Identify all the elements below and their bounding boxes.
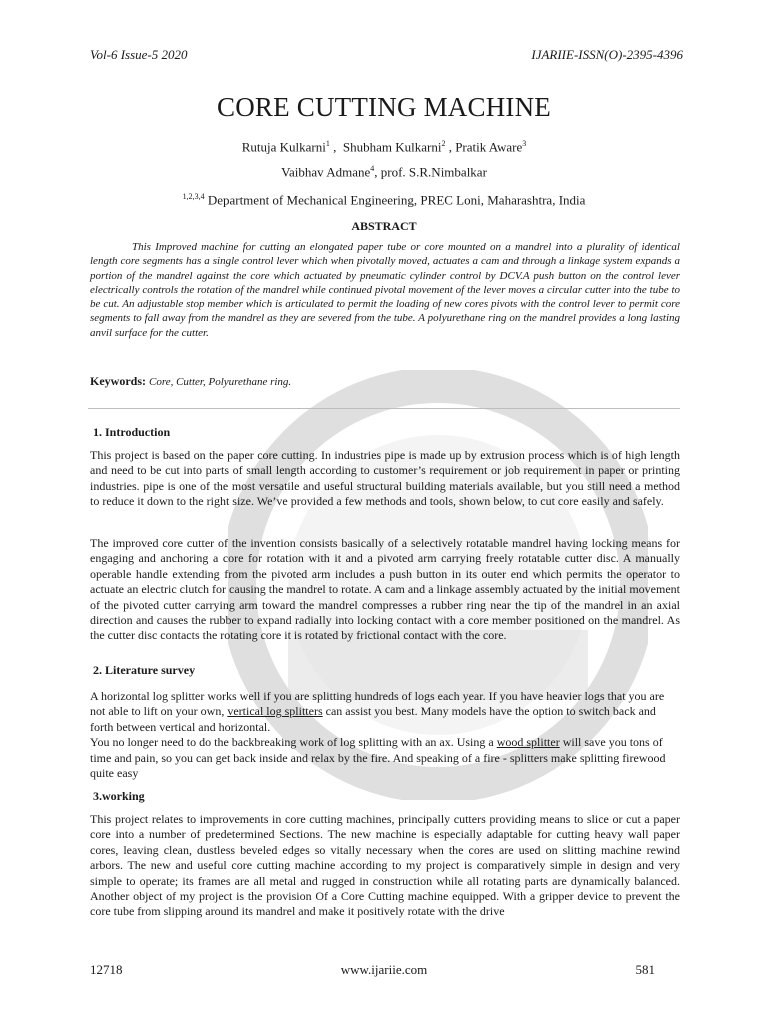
- journal-issn: IJARIIE-ISSN(O)-2395-4396: [531, 47, 683, 62]
- keywords-label: Keywords:: [90, 374, 146, 388]
- literature-text-b: can assist you best. Many models have the option to switch back and forth between vertical and horizontal.: [90, 704, 656, 734]
- author-sup: 4: [370, 164, 375, 173]
- footer-paper-id: 12718: [90, 962, 123, 977]
- author-sup: 3: [522, 139, 527, 148]
- author-name: Shubham Kulkarni: [342, 139, 442, 155]
- author-name: Vaibhav Admane: [281, 164, 371, 180]
- wood-splitter-link[interactable]: wood splitter: [496, 735, 560, 750]
- abstract-text: [90, 240, 680, 340]
- journal-volume: Vol-6 Issue-5 2020: [90, 47, 188, 62]
- affiliation-sup: 1,2,3,4: [182, 192, 205, 201]
- author-name: Pratik Aware: [455, 139, 523, 155]
- author-line-1: Rutuja Kulkarni$^1$ , Shubham Kulkarni$^2$ , Pratik Aware$^3$: [241, 139, 527, 155]
- author-sup: 1: [325, 139, 330, 148]
- vertical-log-splitters-link[interactable]: vertical log splitters: [227, 704, 323, 719]
- literature-paragraph: [90, 689, 680, 781]
- literature-text-a: A horizontal log splitter works well if you are splitting hundreds of logs each year. If you have heavier logs that you are not able to lift on your own,: [90, 689, 665, 719]
- author-name: prof. S.R.Nimbalkar: [380, 164, 487, 180]
- abstract-body: This Improved machine for cutting an elongated paper tube or core mounted on a mandrel into a plurality of identical length core segments has a single control lever which when pivotally moved, actuates a cam and through a linkage system expands a portion of the mandrel against the core which actuated by pneumatic cylinder control by DCV.A push button on the control lever electrically controls the rotation of the mandrel while continued pivotal movement of the lever moves a circular cutter into the tube to be cut. An adjustable stop member which is articulated to permit the loading of new cores pivots with the control lever to permit core segments to fall away from the mandrel as they are severed from the tube. A polyurethane ring on the mandrel provides a long lasting anvil surface for the cutter.: [90, 241, 680, 339]
- section-heading-working: 3.working: [93, 789, 145, 803]
- literature-text-c: You no longer need to do the backbreaking work of log splitting with an ax. Using a: [90, 735, 497, 750]
- footer-page-number: 581: [635, 962, 655, 977]
- footer-website: www.ijariie.com: [340, 962, 428, 977]
- keywords: [90, 374, 291, 389]
- author-sup: 2: [441, 139, 446, 148]
- abstract-heading: ABSTRACT: [351, 219, 417, 233]
- section-divider: [88, 408, 680, 409]
- author-name: Rutuja Kulkarni: [241, 139, 326, 155]
- author-line-2: Vaibhav Admane$^4$, prof. S.R.Nimbalkar: [281, 164, 487, 180]
- literature-text-d: will save you tons of time and pain, so you can get back inside and relax by the fire. And speaking of a fire - splitters make splitting firewood quite easy: [90, 735, 666, 781]
- paper-title: CORE CUTTING MACHINE: [217, 92, 551, 122]
- keywords-value: Core, Cutter, Polyurethane ring.: [149, 376, 292, 388]
- working-paragraph: This project relates to improvements in core cutting machines, principally cutters providing means to slice or cut a paper core into a number of predetermined Sections. The new machine is especially adaptable for cutting heavy wall paper cores, leaving clean, dustless beveled edges so vitally necessary when the cores are used on slitting machine rewind arbors. The new and useful core cutting machine according to my project is comparatively simple in design and very simple to operate; its frames are all metal and rugged in construction while all rotating parts are dynamically balanced. Another object of my project is the provision Of a Core Cutting machine equipped. With a gripper device to prevent the core tube from slipping around its mandrel and make it positively rotate with the drive: [90, 812, 680, 919]
- introduction-paragraph-2: The improved core cutter of the invention consists basically of a selectively rotatable mandrel having locking means for engaging and anchoring a core for rotation with it and a pivoted arm carrying freely rotatable cutter disc. A manually operable handle extending from the pivoted arm includes a push button in its outer end which permits the operator to actuate an electric clutch for causing the mandrel to rotate. A cam and a linkage assembly actuated by the initial movement of the pivoted cutter carrying arm toward the mandrel compresses a rubber ring near the tip of the mandrel in an axial direction and causes the rubber to expand radially into locking contact with a core member positioned on the mandrel. As the cutter disc contacts the rotating core it is rotated by frictional contact with the core.: [90, 536, 680, 643]
- section-heading-introduction: 1. Introduction: [93, 425, 171, 439]
- section-heading-literature: 2. Literature survey: [93, 663, 196, 677]
- affiliation-text: Department of Mechanical Engineering, PREC Loni, Maharashtra, India: [207, 192, 586, 208]
- affiliation: [0, 192, 768, 208]
- introduction-paragraph-1: This project is based on the paper core cutting. In industries pipe is made up by extrusion process which is of high length and need to be cut into parts of small length according to customer’s requirement or job requirement in paper or printing industries. pipe is one of the most versatile and useful structural building materials available, but you still need a method to reduce it down to the right size. We’ve provided a few methods and tools, shown below, to cut core easily and safely.: [90, 448, 680, 509]
